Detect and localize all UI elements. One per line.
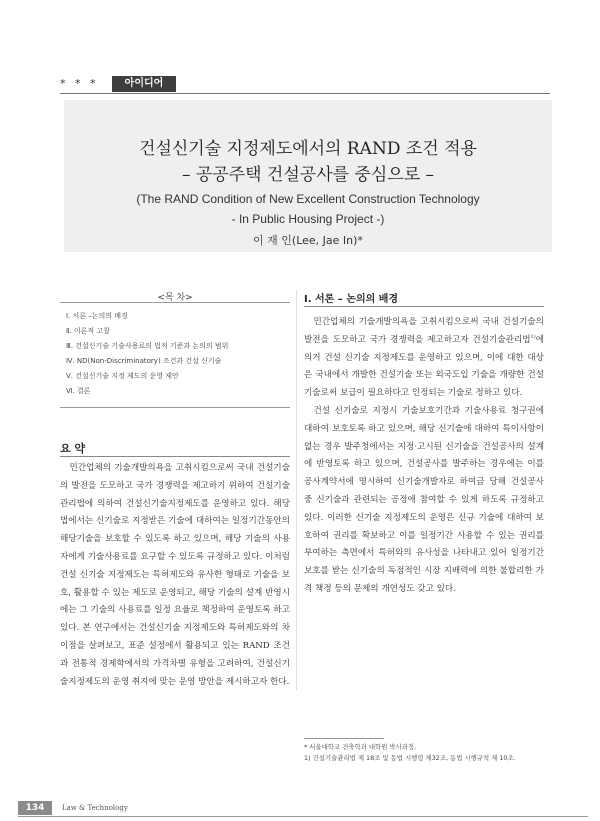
title-korean-line2: – 공공주택 건설공사를 중심으로 – xyxy=(181,165,435,185)
toc-item: Ⅰ. 서론 –논의의 배경 xyxy=(66,312,128,320)
toc-item: Ⅵ. 결론 xyxy=(66,387,91,395)
footnote-author: * 서울대학교 건축학과 대학원 박사과정. xyxy=(304,743,417,751)
footer-divider xyxy=(18,816,588,817)
footnote-divider xyxy=(304,738,384,739)
title-english-line2: - In Public Housing Project -) xyxy=(231,212,385,226)
paragraph-text: 에 의거 건설 신기술 지정제도를 운영하고 있으며, 이에 대한 대상은 국내에서 개발한 건설기술 또는 외국도입 기술을 개량한 건설기술로써 보급이 필요하다고 인정되는 기술로 정하고 있다. xyxy=(304,334,544,399)
paragraph-text: 민간업체의 기술개발의욕을 고취시킴으로써 국내 건설기술의 발전을 도모하고 국가 경쟁력을 제고하고자 건설기술관리법 xyxy=(304,317,544,345)
section-paragraph-1 xyxy=(304,314,544,403)
title-english-line1: (The RAND Condition of New Excellent Construction Technology xyxy=(136,192,480,206)
section-paragraph-2: 건설 신기술로 지정시 기술보호기간과 기술사용료 청구권에 대하여 보호토록 하고 있으며, 해당 신기술에 대하여 특이사항이 없는 경우 발주청에서는 지정·고시된 신기술을 건설공사의 설계에 반영토록 하고 있으며, 건설공사를 발주하는 경우에는 이를 공사계약서에 명시하여 신기술개발자로 하여금 당해 건설공사 중 신기술과 관련되는 공정에 참여할 수 있게 하도록 규정하고 있다. 이러한 신기술 지정제도의 운영은 신규 기술에 대하여 보호하여 권리를 확보하고 이를 일정기간 사용할 수 있는 권리를 부여하는 측면에서 특허와의 유사성을 나타내고 있어 일정기간 보호를 받는 신기술의 독점적인 시장 지배력에 의한 불합리한 가격 책정 등의 문제의 개연성도 갖고 있다. xyxy=(304,405,544,594)
abstract-divider xyxy=(60,456,290,457)
title-korean-line1: 건설신기술 지정제도에서의 RAND 조건 적용 xyxy=(139,139,477,159)
abstract-body: 민간업체의 기술개발의욕을 고취시킴으로써 국내 건설기술의 발전을 도모하고 국가 경쟁력을 제고하기 위하여 건설기술관리법에 의하여 건설신기술지정제도를 운영하고 있다. 해당 법에서는 신기술로 지정받은 기술에 대하여는 일정기간동안의 해당기술을 보호할 수 있도록 하고 있으며, 해당 기술의 사용자에게 기술사용료를 요구할 수 있도록 규정하고 있다. 이처럼 건설 신기술 지정제도는 특허제도와 유사한 형태로 기술을 보호, 활용할 수 있는 제도로 운영되고, 해당 기술의 설계 반영시에는 그 기술의 사용료를 일정 요율로 책정하여 운영토록 하고 있다. 본 연구에서는 건설신기술 지정제도와 특허제도와의 차이점을 살펴보고, 표준 설정에서 활용되고 있는 RAND 조건과 전통적 경제학에서의 가격차별 유형을 고려하여, 건설신기술지정제도의 운영 취지에 맞는 운영 방안을 제시하고자 한다. xyxy=(60,463,290,687)
footnote-ref: 1) xyxy=(530,333,536,340)
footnote-1: 1) 건설기술관리법 제 18조 및 동법 시행령 제32조, 동법 시행규칙 제 10조. xyxy=(304,754,516,762)
table-of-contents xyxy=(60,302,290,408)
section-divider xyxy=(304,306,544,307)
column-divider xyxy=(296,290,297,690)
section-body xyxy=(304,314,544,599)
category-tag: 아이디어 xyxy=(112,76,176,92)
header-divider xyxy=(60,93,550,94)
toc-item: Ⅲ. 건설신기술 기술사용료의 법적 기준과 논의의 범위 xyxy=(66,342,229,350)
author-name: 이 재 인(Lee, Jae In)* xyxy=(253,234,363,247)
toc-item: Ⅱ. 이론적 고찰 xyxy=(66,327,110,335)
header-stars: * * * xyxy=(60,77,99,90)
toc-item: Ⅳ. ND(Non-Discriminatory) 조건과 건설 신기술 xyxy=(66,357,222,365)
journal-name: Law & Technology xyxy=(62,804,128,812)
page-number: 134 xyxy=(18,801,52,815)
abstract-heading: 요 약 xyxy=(60,442,86,455)
section-heading: Ⅰ. 서론 – 논의의 배경 xyxy=(304,294,399,305)
toc-item: Ⅴ. 건설신기술 지정 제도의 운영 제안 xyxy=(66,372,179,380)
toc-heading: <목 차> xyxy=(157,293,193,303)
